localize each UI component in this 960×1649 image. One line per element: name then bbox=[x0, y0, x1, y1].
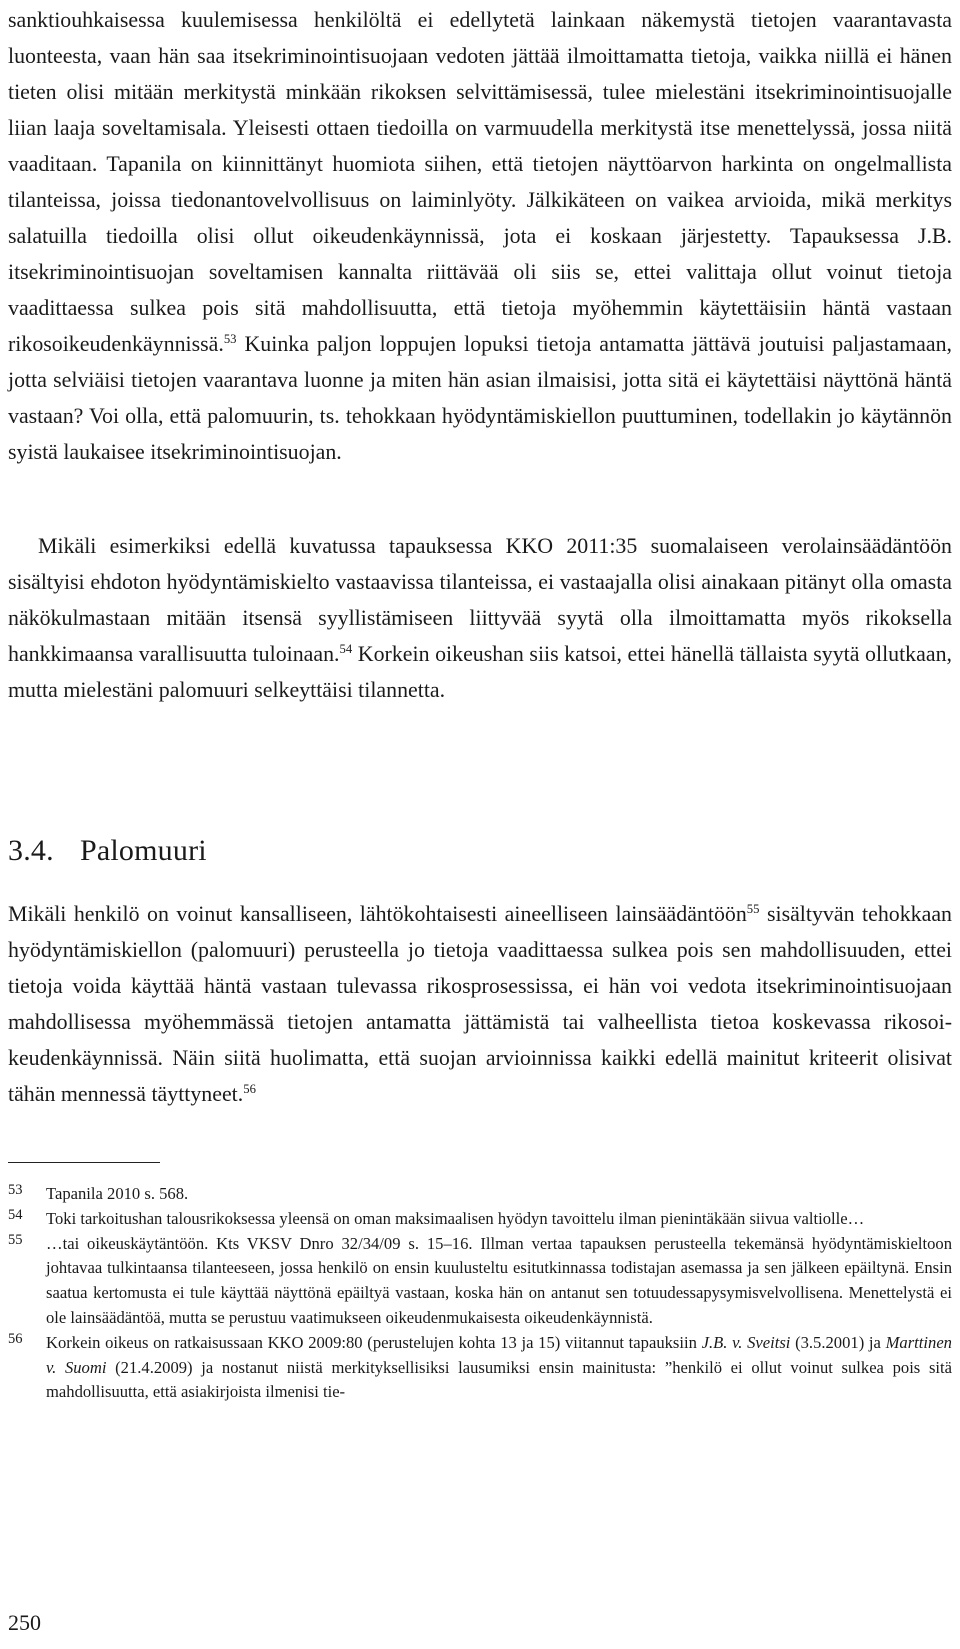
footnote-56 bbox=[8, 1331, 952, 1405]
footnote-53 bbox=[8, 1182, 952, 1207]
footnote-55 bbox=[8, 1232, 952, 1331]
footnote-ref-56[interactable]: 56 bbox=[243, 1082, 256, 1097]
footnote-text-part: (3.5.2001) ja bbox=[790, 1332, 886, 1352]
footnote-54 bbox=[8, 1207, 952, 1232]
section-heading bbox=[8, 834, 207, 868]
footnote-separator bbox=[8, 1162, 160, 1163]
footnote-ref-53[interactable]: 53 bbox=[223, 332, 237, 347]
paragraph-3-text-b: sisältyvän tehokkaan hyödyntämiskiellon (palomuuri) perusteella jo tietoja vaadittaessa sulkea pois sen mahdollisuuden, ettei tietoja voida käyttää häntä vastaan tulevassa rikosprosessissa, ei hän voi vedota itsekriminointisuojaan mahdollisessa myöhemmässä tietojen antamatta jättämistä tai valheellista tietoa koskevassa rikosoikeudenkäynnissä. Näin siitä huolimatta, että suojan arvioinnissa kaikki edellä mainitut kriteerit olisivat tähän mennessä täyttyneet. bbox=[8, 901, 952, 1106]
footnote-text-part: Korkein oikeus on ratkaisussaan KKO 2009:80 (perustelujen kohta 13 ja 15) viitannut tapauksiin bbox=[46, 1332, 702, 1352]
footnote-number: 54 bbox=[8, 1206, 23, 1223]
page-number: 250 bbox=[8, 1610, 41, 1635]
paragraph-1-text-a: sanktiouhkaisessa kuulemisessa henkilöltä ei edellytetä lainkaan näkemystä tietojen vaarantavasta luonteesta, vaan hän saa itsekriminointisuojaan vedoten jättää ilmoittamatta tietoja, vaikka niillä ei hänen tieten olisi mitään merkitystä minkään rikoksen selvittämisessä, tulee mielestäni itsekriminointisuojalle liian laaja soveltamisala. Yleisesti ottaen tiedoilla on varmuudella merkitystä itse menettelyssä, jossa niitä vaaditaan. Tapanila on kiinnittänyt huomiota siihen, että tietojen näyttöarvon harkinta on ongelmallista tilanteissa, joissa tiedonantovelvollisuus on laiminlyöty. Jälkikäteen on vaikea arvioida, mikä merkitys salatuilla tiedoilla olisi ollut oikeudenkäynnissä, jota ei koskaan järjestetty. Tapauksessa J.B. itsekriminointisuojan soveltamisen kannalta riittävää oli siis se, ettei valittaja ollut voinut tietoja vaadittaessa sulkea pois sitä mahdollisuutta, että tietoja myöhemmin käytettäisiin häntä vastaan rikosoikeudenkäynnissä. bbox=[8, 7, 952, 356]
paragraph-1-text-b: Kuinka paljon loppujen lopuksi tietoja antamatta jättävä joutuisi paljastamaan, jotta selviäisi tietojen vaarantava luonne ja miten hän asian ilmaisisi, jotta sitä ei käytettäisi näyttönä häntä vastaan? Voi olla, että palomuurin, ts. tehokkaan hyödyntämiskiellon puuttuminen, todellakin jo käytännön syistä laukaisee itsekriminointisuojan. bbox=[8, 331, 952, 464]
case-name-marttinen-v-suomi: Marttinen v. Suomi bbox=[46, 1332, 952, 1377]
paragraph-3 bbox=[8, 896, 952, 1112]
paragraph-3-text-a: Mikäli henkilö on voinut kansalliseen, lähtökohtaisesti aineelliseen lainsäädäntöön bbox=[8, 901, 747, 926]
footnote-text: Tapanila 2010 s. 568. bbox=[46, 1184, 189, 1203]
footnotes bbox=[8, 1182, 952, 1405]
paragraph-1 bbox=[8, 2, 952, 470]
footnote-text-part: (21.4.2009) ja nostanut niistä merkityksellisiksi lausumiksi ensin mainitusta: ”henkilö ei ollut voinut sulkea pois sitä mahdollisuutta, että asiakirjoista ilmenisi tie- bbox=[46, 1357, 952, 1402]
footnote-number: 56 bbox=[8, 1330, 23, 1347]
footnote-number: 53 bbox=[8, 1182, 23, 1198]
case-name-jb-v-sveitsi: J.B. v. Sveitsi bbox=[701, 1332, 791, 1352]
footnote-ref-54[interactable]: 54 bbox=[339, 642, 353, 657]
footnote-text: …tai oikeuskäytäntöön. Kts VKSV Dnro 32/34/09 s. 15–16. Illman vertaa tapauksen perusteella tekemänsä hyödyntämiskieltoon johtavaa tulkintaansa tilanteeseen, jossa henkilö on ensin kuulusteltu esitutkinnassa todistajan asemassa ja sen jälkeen epäiltynä. Ensin saatua kertomusta ei tule käyttää näyttönä epäiltyä vastaan, koska hän on antanut sen totuudessapysymisvelvollisena. Menettelystä ei ole lainsäädäntöä, mutta se perustuu vaatimukseen oikeudenmukaisesta oikeudenkäynnistä. bbox=[46, 1233, 952, 1327]
paragraph-2 bbox=[8, 528, 952, 708]
paragraph-2-text-b: Korkein oikeushan siis katsoi, ettei hänellä tällaista syytä ollutkaan, mutta mielestäni palomuuri selkeyttäisi tilannetta. bbox=[8, 641, 952, 702]
footnote-text: Toki tarkoitushan talousrikoksessa yleensä on oman maksimaalisen hyödyn tavoittelu ilman pienintäkään siivua valtiolle… bbox=[46, 1208, 865, 1228]
footnote-ref-55[interactable]: 55 bbox=[746, 902, 760, 917]
paragraph-2-text-a: Mikäli esimerkiksi edellä kuvatussa tapauksessa KKO 2011:35 suomalaiseen verolainsäädäntöön sisältyisi ehdoton hyödyntämiskielto vastaavissa tilanteissa, ei vastaajalla olisi ainakaan pitänyt olla omasta näkökulmastaan mitään itsensä syyllistämiseen liittyvää syytä olla ilmoittamatta myös rikoksella hankkimaansa varallisuutta tuloinaan. bbox=[8, 533, 952, 666]
section-title: Palomuuri bbox=[80, 834, 207, 867]
section-number: 3.4. bbox=[8, 834, 54, 867]
footnote-number: 55 bbox=[8, 1231, 23, 1248]
footnote-text bbox=[46, 1331, 952, 1405]
